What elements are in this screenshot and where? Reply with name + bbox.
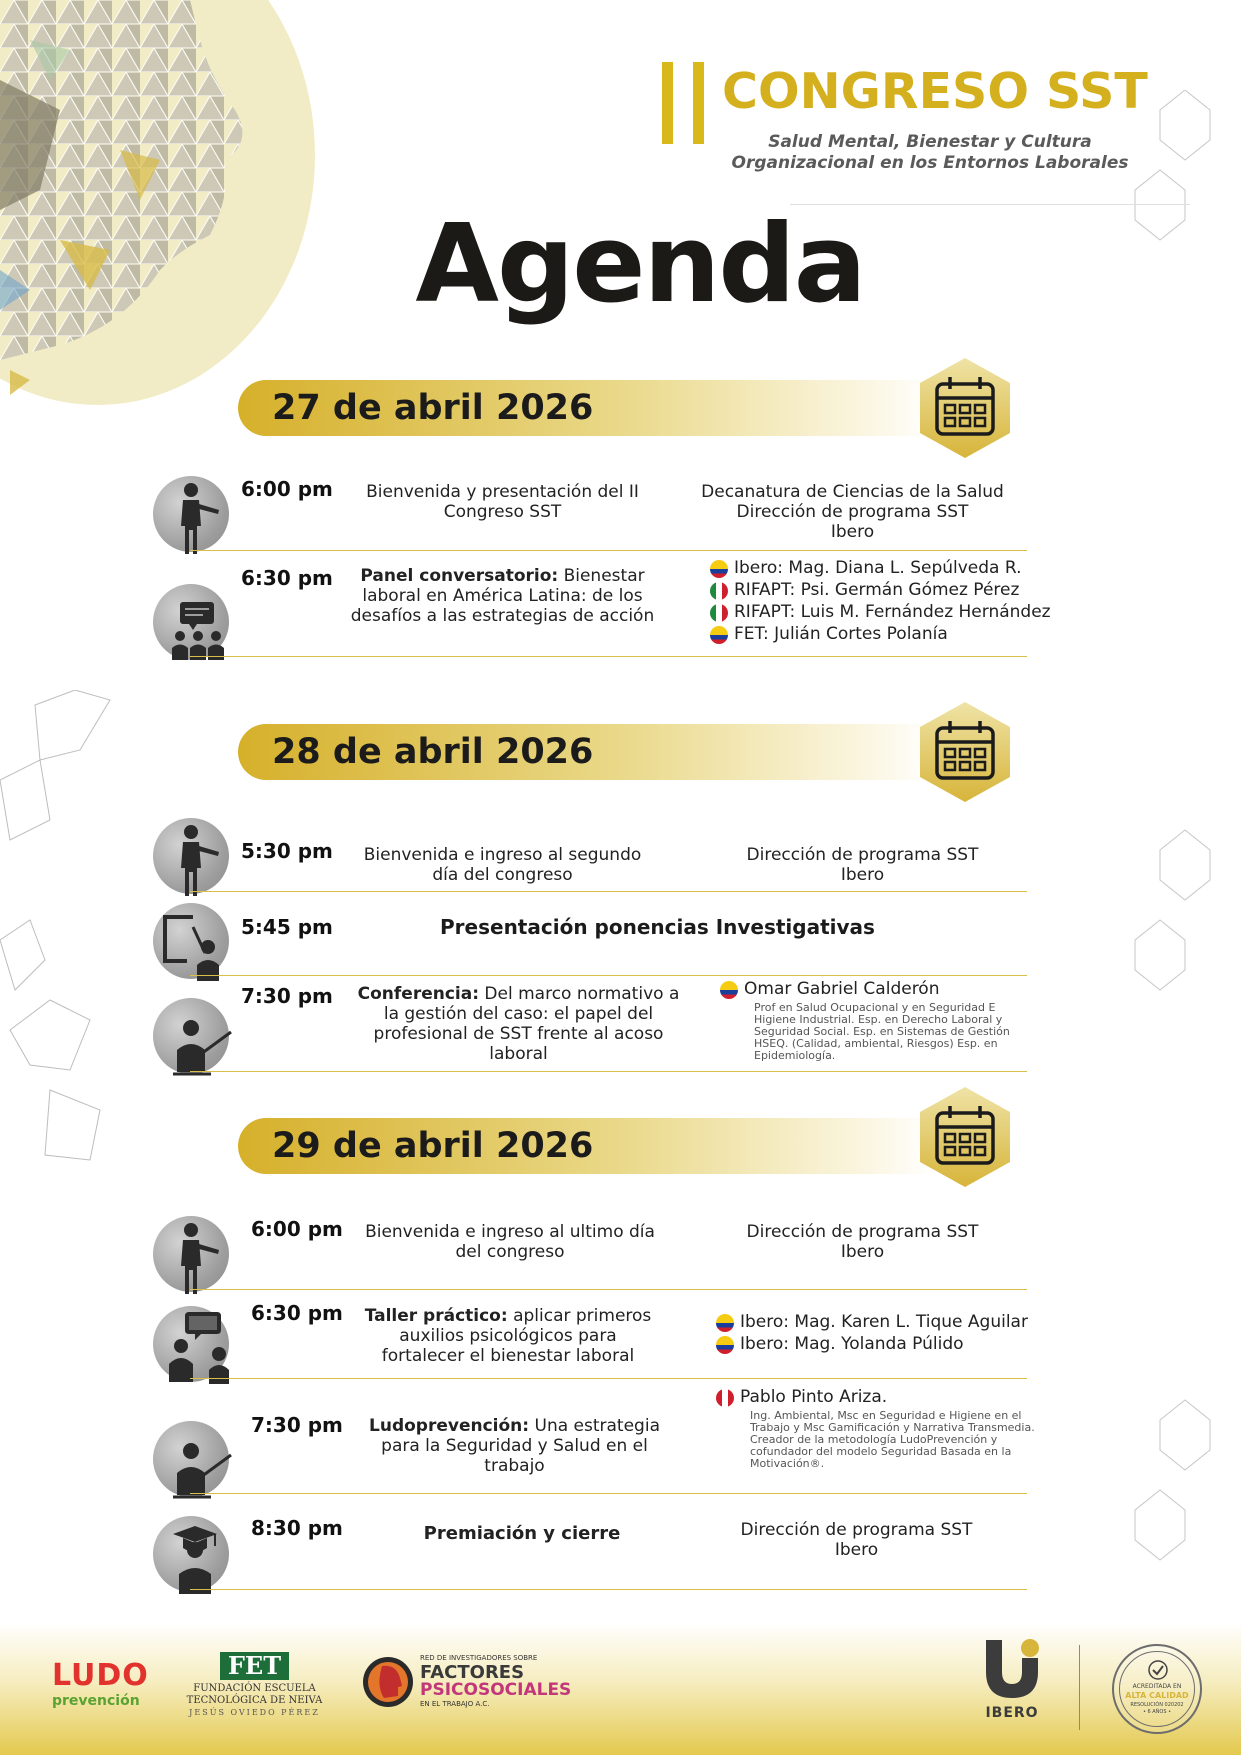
time-label: 6:00 pm	[241, 477, 333, 501]
row-divider	[190, 1289, 1027, 1290]
fet-logo: FET FUNDACIÓN ESCUELA TECNOLÓGICA DE NEIVA JESÚS OVIEDO PÉREZ	[186, 1651, 323, 1717]
speaker-item: Ibero: Mag. Karen L. Tique Aguilar	[716, 1311, 1096, 1333]
ludoprevencion-logo: LUDO prevención	[52, 1658, 149, 1709]
time-label: 6:00 pm	[251, 1217, 343, 1241]
time-label: 8:30 pm	[251, 1516, 343, 1540]
speaker-bio: Prof en Salud Ocupacional y en Seguridad E Higiene Industrial. Esp. en Derecho Laboral y Seguridad Social. Esp. en Sistemas de Gestión HSEQ. (Calidad, ambiental, Riesgos) Esp. en Epidemiología.	[754, 1001, 1010, 1062]
presenter-icon	[153, 476, 229, 552]
speaker-bio: Ing. Ambiental, Msc en Seguridad e Higiene en el Trabajo y Msc Gamificación y Narrativa Transmedia. Creador de la metodología LudoPrevención y cofundador del modelo Seguridad Basada en la Motivación®.	[750, 1409, 1035, 1470]
row-divider	[190, 1071, 1027, 1072]
mexico-flag-icon	[710, 582, 728, 600]
time-label: 5:45 pm	[241, 915, 333, 939]
congress-subtitle: Salud Mental, Bienestar y Cultura Organizacional en los Entornos Laborales	[731, 132, 1129, 173]
speaker-item: Omar Gabriel Calderón	[720, 978, 1040, 1000]
speaker-item: Ibero: Mag. Yolanda Púlido	[716, 1333, 1096, 1355]
profile-head-icon	[362, 1656, 414, 1708]
session-description: Conferencia: Del marco normativo a la gestión del caso: el papel del profesional de SST frente al acoso laboral	[357, 984, 680, 1064]
speaker-item: RIFAPT: Psi. Germán Gómez Pérez	[710, 579, 1090, 601]
speaker-item: Ibero: Mag. Diana L. Sepúlveda R.	[710, 557, 1090, 579]
row-divider	[190, 975, 1027, 976]
speaker-item: FET: Julián Cortes Polanía	[710, 623, 1090, 645]
time-label: 6:30 pm	[241, 566, 333, 590]
footer-divider	[1079, 1645, 1080, 1730]
row-divider	[190, 1589, 1027, 1590]
check-icon	[1148, 1660, 1168, 1680]
day-banner-28	[238, 724, 938, 780]
session-description: Panel conversatorio: Bienestar laboral en América Latina: de los desafíos a las estrategias de acción	[350, 566, 655, 626]
time-label: 7:30 pm	[251, 1413, 343, 1437]
workshop-icon	[153, 1306, 229, 1382]
accreditation-seal: ACREDITADA EN ALTA CALIDAD RESOLUCIÓN 020202 • 6 AÑOS •	[1112, 1644, 1202, 1734]
board-presentation-icon	[153, 903, 229, 979]
session-description: Bienvenida e ingreso al ultimo día del congreso	[365, 1222, 655, 1262]
session-description: Bienvenida y presentación del II Congreso SST	[366, 482, 639, 522]
geometric-decoration-right	[1130, 90, 1241, 1590]
speaker-item: RIFAPT: Luis M. Fernández Hernández	[710, 601, 1090, 623]
session-description: Premiación y cierre	[423, 1523, 621, 1544]
day-banner-29	[238, 1118, 938, 1174]
colombia-flag-icon	[710, 626, 728, 644]
speaker-item: Pablo Pinto Ariza.	[716, 1386, 1061, 1408]
panel-discussion-icon	[153, 584, 229, 660]
colombia-flag-icon	[716, 1336, 734, 1354]
peru-flag-icon	[716, 1389, 734, 1407]
session-responsible: Decanatura de Ciencias de la Salud Dirección de programa SST Ibero	[701, 482, 1004, 542]
speaker-list	[710, 557, 1090, 645]
presenter-icon	[153, 1216, 229, 1292]
session-responsible: Dirección de programa SST Ibero	[740, 1520, 973, 1560]
calendar-icon	[915, 1087, 1015, 1187]
day-banner-27	[238, 380, 938, 436]
time-label: 7:30 pm	[241, 984, 333, 1008]
ibero-logo: IBERO	[980, 1638, 1044, 1728]
speaker-list	[716, 1311, 1096, 1355]
session-description: Presentación ponencias Investigativas	[440, 915, 875, 939]
graduate-icon	[153, 1516, 229, 1592]
row-divider	[190, 550, 1027, 551]
day-label: 27 de abril 2026	[272, 388, 594, 428]
calendar-icon	[915, 702, 1015, 802]
row-divider	[190, 891, 1027, 892]
mexico-flag-icon	[710, 604, 728, 622]
head-mosaic-illustration	[0, 0, 330, 400]
congress-title: CONGRESO SST	[722, 63, 1148, 120]
day-label: 28 de abril 2026	[272, 732, 594, 772]
lecturer-icon	[153, 1421, 229, 1497]
session-description: Taller práctico: aplicar primeros auxilios psicológicos para fortalecer el bienestar laboral	[364, 1306, 652, 1366]
ibero-u-icon	[982, 1638, 1042, 1700]
colombia-flag-icon	[716, 1314, 734, 1332]
row-divider	[190, 1493, 1027, 1494]
geometric-decoration-left	[0, 690, 130, 1190]
factores-psicosociales-logo: RED DE INVESTIGADORES SOBRE FACTORES PSICOSOCIALES EN EL TRABAJO A.C.	[362, 1652, 562, 1712]
time-label: 6:30 pm	[251, 1301, 343, 1325]
lecturer-icon	[153, 998, 229, 1074]
colombia-flag-icon	[720, 981, 738, 999]
day-label: 29 de abril 2026	[272, 1126, 594, 1166]
session-description: Ludoprevención: Una estrategia para la Seguridad y Salud en el trabajo	[369, 1416, 660, 1476]
speaker-info	[716, 1386, 1061, 1470]
presenter-icon	[153, 818, 229, 894]
session-responsible: Dirección de programa SST Ibero	[746, 845, 979, 885]
agenda-title: Agenda	[415, 202, 865, 327]
speaker-info	[720, 978, 1040, 1062]
session-description: Bienvenida e ingreso al segundo día del congreso	[363, 845, 642, 885]
row-divider	[190, 656, 1027, 657]
row-divider	[190, 1378, 1027, 1379]
time-label: 5:30 pm	[241, 839, 333, 863]
colombia-flag-icon	[710, 560, 728, 578]
calendar-icon	[915, 358, 1015, 458]
session-responsible: Dirección de programa SST Ibero	[746, 1222, 979, 1262]
